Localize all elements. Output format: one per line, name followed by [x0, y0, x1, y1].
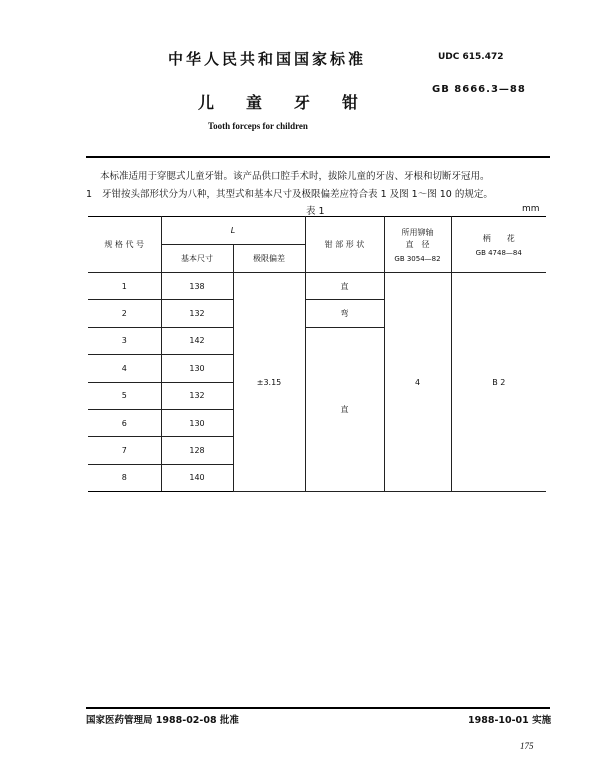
header-L: L	[161, 217, 305, 245]
cell-pin-diameter: 4	[384, 273, 451, 492]
document-title-cn	[198, 90, 390, 113]
knurl-header-std: GB 4748—84	[475, 248, 522, 257]
table-unit: mm	[522, 204, 540, 214]
gb-number: GB 8666.3—88	[432, 84, 526, 95]
table-caption: 表 1	[306, 206, 325, 217]
udc-number: UDC 615.472	[438, 52, 504, 62]
cell-code: 7	[88, 437, 161, 464]
standard-title: 中华人民共和国国家标准	[168, 50, 367, 68]
cell-tolerance: ±3.15	[233, 273, 305, 492]
header-rule	[86, 156, 550, 158]
cell-code: 5	[88, 382, 161, 409]
title-char: 童	[246, 93, 263, 112]
footer-rule	[86, 707, 550, 709]
cell-size: 132	[161, 382, 233, 409]
cell-size: 130	[161, 355, 233, 382]
header-knurl	[451, 217, 546, 273]
implementation-date: 1988-10-01 实施	[468, 715, 552, 726]
title-char: 钳	[342, 93, 359, 112]
clause-1	[86, 186, 493, 200]
cell-size: 132	[161, 300, 233, 327]
cell-code: 8	[88, 464, 161, 491]
header-spec-code: 规 格 代 号	[88, 217, 161, 273]
cell-shape-straight: 直	[305, 273, 384, 300]
clause-number: 1	[86, 189, 93, 200]
cell-size: 140	[161, 464, 233, 491]
cell-size: 138	[161, 273, 233, 300]
title-char: 儿	[198, 93, 215, 112]
cell-size: 128	[161, 437, 233, 464]
pin-header-line1: 所用铆轴	[401, 227, 434, 237]
pin-header-std: GB 3054—82	[394, 254, 441, 263]
cell-code: 1	[88, 273, 161, 300]
header-tolerance: 极限偏差	[233, 245, 305, 273]
spec-table	[88, 216, 546, 492]
title-char: 牙	[294, 93, 311, 112]
page-number: 175	[520, 741, 534, 751]
approval-date: 国家医药管理局 1988-02-08 批准	[86, 715, 239, 726]
table-row	[88, 273, 546, 300]
header-pin-diameter	[384, 217, 451, 273]
pin-header-line2: 直 径	[405, 239, 430, 249]
clause-text: 牙钳按头部形状分为八种，其型式和基本尺寸及极限偏差应符合表 1 及图 1～图 10 的规定。	[102, 189, 493, 200]
cell-size: 130	[161, 409, 233, 436]
cell-code: 6	[88, 409, 161, 436]
cell-shape-curved: 弯	[305, 300, 384, 327]
cell-size: 142	[161, 327, 233, 354]
header-basic-size: 基本尺寸	[161, 245, 233, 273]
intro-paragraph: 本标准适用于穿腮式儿童牙钳。该产品供口腔手术时，拔除儿童的牙齿、牙根和切断牙冠用。	[100, 171, 490, 182]
document-title-en: Tooth forceps for children	[208, 121, 308, 131]
cell-shape-straight-rest: 直	[305, 327, 384, 491]
cell-code: 2	[88, 300, 161, 327]
cell-code: 4	[88, 355, 161, 382]
knurl-header-label: 柄 花	[482, 233, 515, 243]
cell-knurl: B 2	[451, 273, 546, 492]
cell-code: 3	[88, 327, 161, 354]
header-jaw-shape: 钳 部 形 状	[305, 217, 384, 273]
